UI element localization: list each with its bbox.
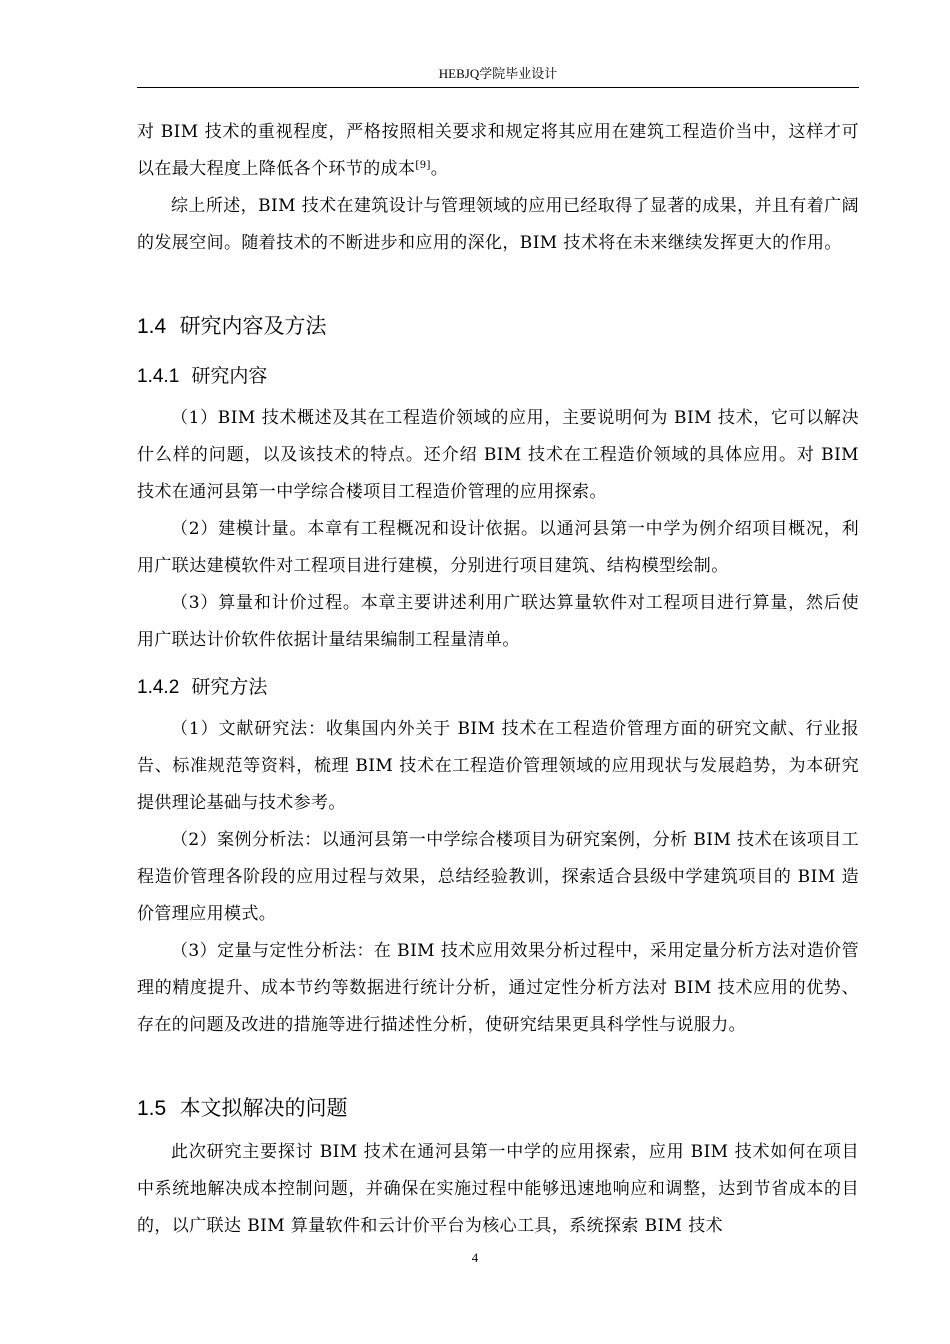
citation: [9] — [415, 160, 431, 171]
paragraph-end: 。 — [430, 159, 449, 179]
research-content-1: （1）BIM 技术概述及其在工程造价领域的应用，主要说明何为 BIM 技术，它可以解决什么样的问题，以及该技术的特点。还介绍 BIM 技术在工程造价领域的具体应用。对 BIM 技术在通河县第一中学综合楼项目工程造价管理的应用探索。 — [137, 408, 859, 502]
research-method-3: （3）定量与定性分析法：在 BIM 技术应用效果分析过程中，采用定量分析方法对造价管理的精度提升、成本节约等数据进行统计分析，通过定性分析方法对 BIM 技术应用的优势、存在的问题及改进的措施等进行描述性分析，使研究结果更具科学性与说服力。 — [137, 941, 859, 1035]
header-rule — [137, 87, 859, 88]
problem-paragraph: 此次研究主要探讨 BIM 技术在通河县第一中学的应用探索，应用 BIM 技术如何在项目中系统地解决成本控制问题，并确保在实施过程中能够迅速地响应和调整，达到节省成本的目的，以广联达 BIM 算量软件和云计价平台为核心工具，系统探索 BIM 技术 — [137, 1142, 859, 1236]
paragraph-summary: 综上所述，BIM 技术在建筑设计与管理领域的应用已经取得了显著的成果，并且有着广阔的发展空间。随着技术的不断进步和应用的深化，BIM 技术将在未来继续发挥更大的作用。 — [137, 196, 859, 253]
section-heading-1-4-2 — [137, 674, 267, 701]
section-number: 1.4.1 — [137, 366, 180, 387]
research-content-3: （3）算量和计价过程。本章主要讲述利用广联达算量软件对工程项目进行算量，然后使用广联达计价软件依据计量结果编制工程量清单。 — [137, 593, 859, 650]
section-title: 研究内容及方法 — [179, 314, 327, 338]
research-method-2: （2）案例分析法：以通河县第一中学综合楼项目为研究案例，分析 BIM 技术在该项目工程造价管理各阶段的应用过程与效果，总结经验教训，探索适合县级中学建筑项目的 BIM 造价管理应用模式。 — [137, 830, 859, 924]
section-heading-1-4-1 — [137, 363, 267, 390]
research-method-1: （1）文献研究法：收集国内外关于 BIM 技术在工程造价管理方面的研究文献、行业报告、标准规范等资料，梳理 BIM 技术在工程造价管理领域的应用现状与发展趋势，为本研究提供理论基础与技术参考。 — [137, 719, 859, 813]
research-content-2: （2）建模计量。本章有工程概况和设计依据。以通河县第一中学为例介绍项目概况，利用广联达建模软件对工程项目进行建模，分别进行项目建筑、结构模型绘制。 — [137, 519, 859, 576]
section-number: 1.4 — [137, 315, 167, 338]
page-number: 4 — [471, 1250, 479, 1265]
section-heading-1-5 — [137, 1094, 348, 1123]
section-title: 研究方法 — [191, 676, 268, 698]
section-number: 1.4.2 — [137, 677, 180, 698]
running-header: HEBJQ学院毕业设计 — [438, 66, 558, 81]
section-heading-1-4 — [137, 312, 327, 341]
section-title: 研究内容 — [191, 365, 268, 387]
paragraph-bim-emphasis — [137, 114, 859, 188]
paragraph-text: 对 BIM 技术的重视程度，严格按照相关要求和规定将其应用在建筑工程造价当中，这样才可以在最大程度上降低各个环节的成本 — [137, 122, 859, 179]
section-number: 1.5 — [137, 1097, 167, 1120]
section-title: 本文拟解决的问题 — [179, 1096, 348, 1120]
